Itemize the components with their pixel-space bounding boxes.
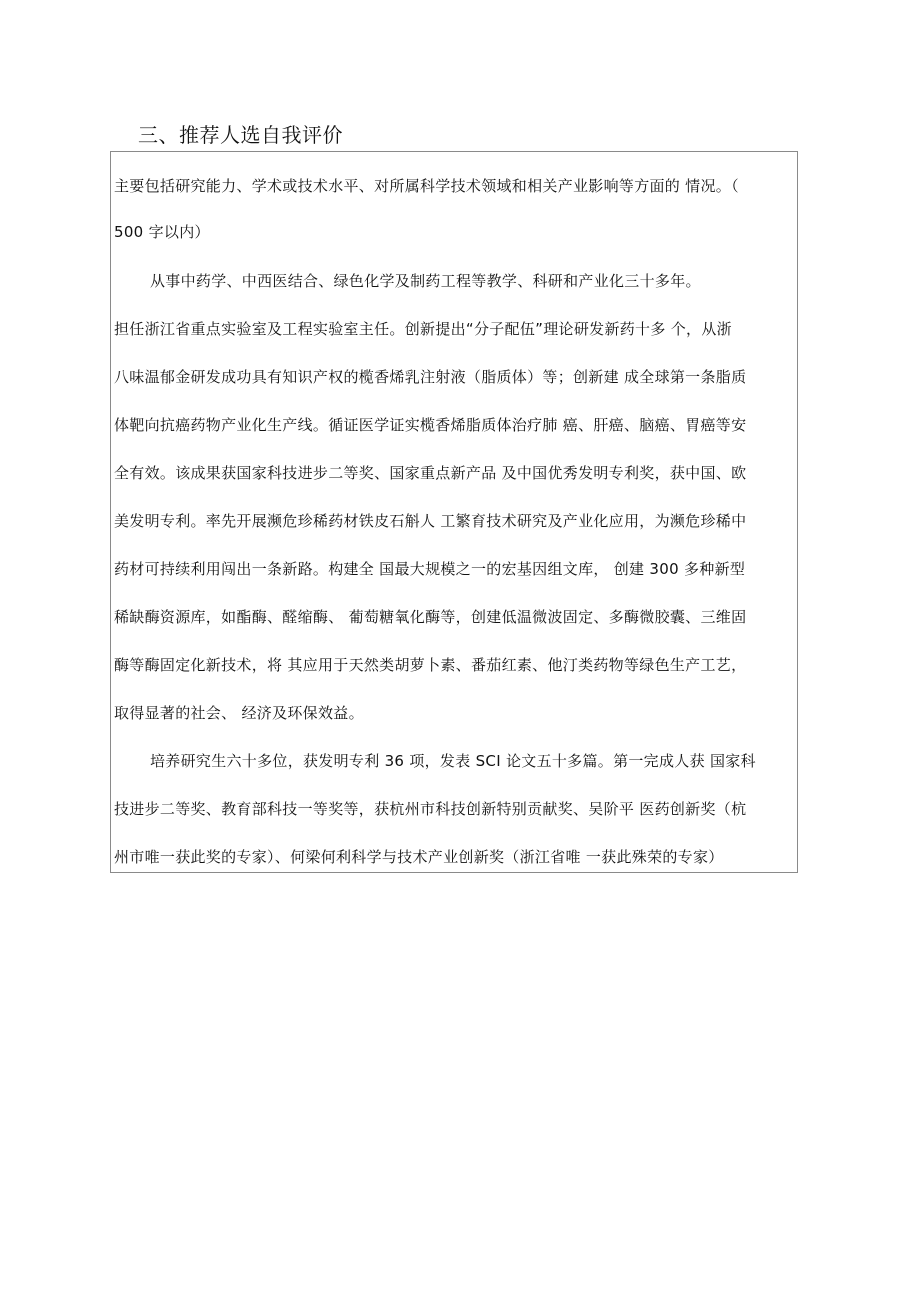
body-line: 体靶向抗癌药物产业化生产线。循证医学证实榄香烯脂质体治疗肺 癌、肝癌、脑癌、胃癌等安 <box>114 416 747 434</box>
body-line: 从事中药学、中西医结合、绿色化学及制药工程等教学、科研和产业化三十多年。 <box>150 272 701 290</box>
prompt-line-2: 500 字以内） <box>114 223 210 241</box>
body-line: 州市唯一获此奖的专家）、何梁何利科学与技术产业创新奖（浙江省唯 一获此殊荣的专家） <box>114 848 724 866</box>
body-line: 担任浙江省重点实验室及工程实验室主任。创新提出“分子配伍”理论研发新药十多 个，从浙 <box>114 320 732 338</box>
body-line: 药材可持续利用闯出一条新路。构建全 国最大规模之一的宏基因组文库， 创建 300 多种新型 <box>114 560 746 578</box>
self-evaluation-box <box>110 151 798 873</box>
body-line: 取得显著的社会、 经济及环保效益。 <box>114 704 364 722</box>
body-line: 稀缺酶资源库，如酯酶、醛缩酶、 葡萄糖氧化酶等，创建低温微波固定、多酶微胶囊、三维固 <box>114 608 747 626</box>
section-title: 三、推荐人选自我评价 <box>138 123 343 147</box>
body-line: 技进步二等奖、教育部科技一等奖等，获杭州市科技创新特别贡献奖、吴阶平 医药创新奖（杭 <box>114 800 747 818</box>
body-line: 八味温郁金研发成功具有知识产权的榄香烯乳注射液（脂质体）等；创新建 成全球第一条脂质 <box>114 368 747 386</box>
body-line: 酶等酶固定化新技术，将 其应用于天然类胡萝卜素、番茄红素、他汀类药物等绿色生产工艺， <box>114 656 747 674</box>
prompt-line-1: 主要包括研究能力、学术或技术水平、对所属科学技术领域和相关产业影响等方面的 情况。（ <box>114 177 739 195</box>
body-line: 美发明专利。率先开展濒危珍稀药材铁皮石斛人 工繁育技术研究及产业化应用，为濒危珍稀中 <box>114 512 747 530</box>
body-line: 全有效。该成果获国家科技进步二等奖、国家重点新产品 及中国优秀发明专利奖，获中国、欧 <box>114 464 747 482</box>
body-line: 培养研究生六十多位，获发明专利 36 项，发表 SCI 论文五十多篇。第一完成人获 国家科 <box>150 752 756 770</box>
